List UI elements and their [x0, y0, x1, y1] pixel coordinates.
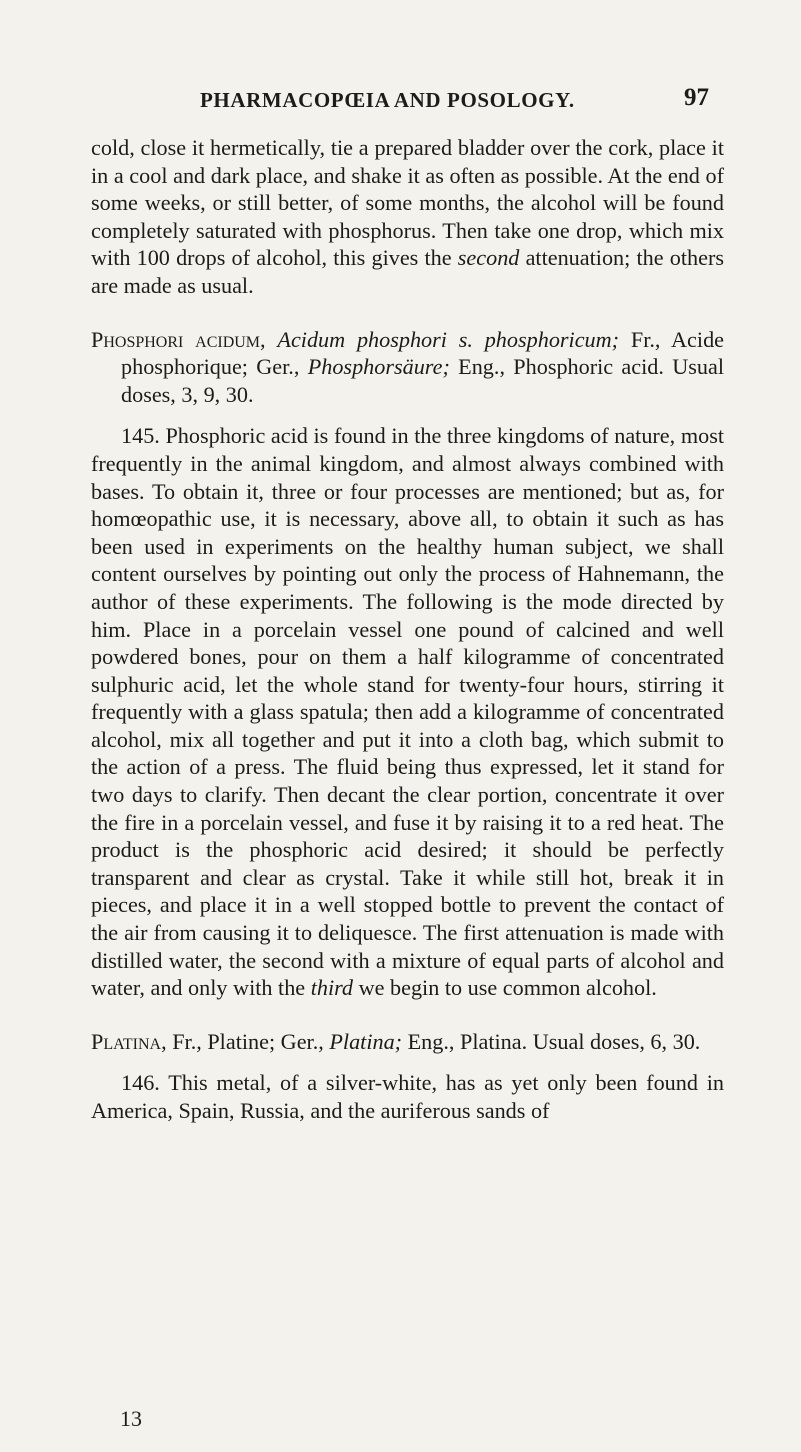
paragraph-phosphorus-continued: [91, 134, 724, 300]
entry-heading: Phosphori acidum,: [91, 326, 266, 352]
text-run: Fr., Acide phosphorique; Ger.,: [121, 326, 725, 380]
signature-mark: 13: [120, 1406, 142, 1431]
body-text: [91, 134, 724, 1125]
text-run: Eng., Platina. Usual doses, 6, 30.: [402, 1028, 701, 1054]
paragraph-146: [91, 1069, 724, 1124]
italic-run: third: [310, 975, 354, 1001]
italic-run: Phosphorsäure;: [307, 354, 450, 380]
running-head: PHARMACOPŒIA AND POSOLOGY.: [200, 88, 575, 112]
text-run: [266, 327, 278, 352]
italic-run: Platina;: [329, 1028, 403, 1054]
text-run: Eng., Phosphoric acid. Usual doses, 3, 9, 30.: [121, 354, 724, 407]
text-run: we begin to use common alcohol.: [353, 975, 657, 1001]
page-number: 97: [684, 84, 709, 111]
text-run: Fr., Platine; Ger.,: [166, 1028, 330, 1054]
text-run: cold, close it hermetically, tie a prepared bladder over the cork, place it in a cool and dark place, and shake it as often as possible. At the end of some weeks, or still better, of some months, the alcohol will be found completely saturated with phosphorus. Then take one drop, which mix with 100 drops of alcohol, this gives the: [91, 135, 724, 271]
entry-phosphori-acidum: [91, 326, 724, 409]
text-run: attenuation; the others are made as usual.: [91, 245, 724, 298]
entry-platina: [91, 1028, 724, 1056]
page-header: [0, 84, 801, 122]
text-run: 146. This metal, of a silver-white, has as yet only been found in America, Spain, Russia, and the auriferous sands of: [91, 1070, 724, 1123]
paragraph-145: [91, 422, 724, 1001]
entry-heading: Platina,: [91, 1028, 167, 1054]
italic-run: Acidum phosphori s. phosphoricum;: [277, 326, 620, 352]
text-run: 145. Phosphoric acid is found in the three kingdoms of nature, most frequently in the animal kingdom, and almost always combined with bases. To obtain it, three or four processes are mentioned; but as, for homœopathic use, it is necessary, above all, to obtain it such as has been used in experiments on the healthy human subject, we shall content ourselves by pointing out only the process of Hahnemann, the author of these experiments. The following is the mode directed by him. Place in a porcelain vessel one pound of calcined and well powdered bones, pour on them a half kilogramme of concentrated sulphuric acid, let the whole stand for twenty-four hours, stirring it frequently with a glass spatula; then add a kilogramme of concentrated alcohol, mix all together and put it into a cloth bag, which submit to the action of a press. The fluid being thus expressed, let it stand for two days to clarify. Then decant the clear portion, concentrate it over the fire in a porcelain vessel, and fuse it by raising it to a red heat. The product is the phosphoric acid desired; it should be perfectly transparent and clear as crystal. Take it while still hot, break it in pieces, and place it in a well stopped bottle to prevent the contact of the air from causing it to deliquesce. The first attenuation is made with distilled water, the second with a mixture of equal parts of alcohol and water, and only with the: [91, 423, 724, 1001]
italic-run: second: [457, 245, 520, 271]
